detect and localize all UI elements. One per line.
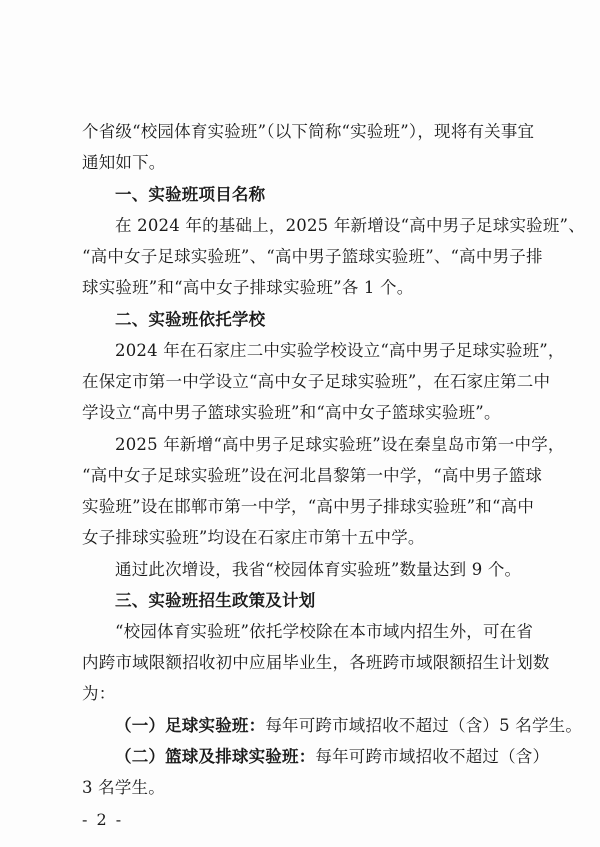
paragraph-2-line-2: 在保定市第一中学设立“高中女子足球实验班”，在石家庄第二中 <box>82 372 551 391</box>
list-item-football-text: 每年可跨市域招收不超过（含）5 名学生。 <box>265 716 583 735</box>
page-number: - 2 - <box>82 810 124 829</box>
paragraph-2-line-1: 2024 年在石家庄二中实验学校设立“高中男子足球实验班”， <box>115 341 565 360</box>
paragraph-4-line-1: 通过此次增设，我省“校园体育实验班”数量达到 9 个。 <box>115 560 522 579</box>
paragraph-5-line-2: 内跨市域限额招收初中应届毕业生，各班跨市域限额招生计划数 <box>82 653 550 672</box>
list-item-football <box>115 711 583 741</box>
paragraph-1-line-3: 球实验班”和“高中女子排球实验班”各 1 个。 <box>82 278 414 297</box>
paragraph-3-line-2: “高中女子足球实验班”设在河北昌黎第一中学，“高中男子篮球 <box>82 466 543 485</box>
paragraph-3-line-3: 实验班”设在邯郸市第一中学，“高中男子排球实验班”和“高中 <box>82 497 535 516</box>
paragraph-5-line-1: “校园体育实验班”依托学校除在本市域内招生外，可在省 <box>115 622 534 641</box>
paragraph-3-line-4: 女子排球实验班”均设在石家庄市第十五中学。 <box>82 528 425 547</box>
section-heading-1: 一、实验班项目名称 <box>115 185 266 204</box>
paragraph-intro-line-2: 通知如下。 <box>82 153 166 172</box>
list-item-football-label: （一）足球实验班： <box>115 716 266 735</box>
paragraph-2-line-3: 学设立“高中男子篮球实验班”和“高中女子篮球实验班”。 <box>82 403 501 422</box>
list-item-basketball-volleyball-label: （二）篮球及排球实验班： <box>115 747 316 766</box>
paragraph-intro-line-1: 个省级“校园体育实验班”（以下简称“实验班”），现将有关事宜 <box>82 122 535 141</box>
list-item-basketball-volleyball <box>115 742 550 772</box>
section-heading-3: 三、实验班招生政策及计划 <box>115 591 316 610</box>
list-item-basketball-volleyball-text: 每年可跨市域招收不超过（含） <box>315 747 550 766</box>
section-heading-2: 二、实验班依托学校 <box>115 310 266 329</box>
list-item-basketball-volleyball-continued: 3 名学生。 <box>82 778 165 797</box>
paragraph-3-line-1: 2025 年新增“高中男子足球实验班”设在秦皇岛市第一中学， <box>115 435 565 454</box>
paragraph-1-line-2: “高中女子足球实验班”、“高中男子篮球实验班”、“高中男子排 <box>82 247 543 266</box>
paragraph-1-line-1: 在 2024 年的基础上，2025 年新增设“高中男子足球实验班”、 <box>115 216 585 235</box>
paragraph-5-line-3: 为： <box>82 684 116 703</box>
